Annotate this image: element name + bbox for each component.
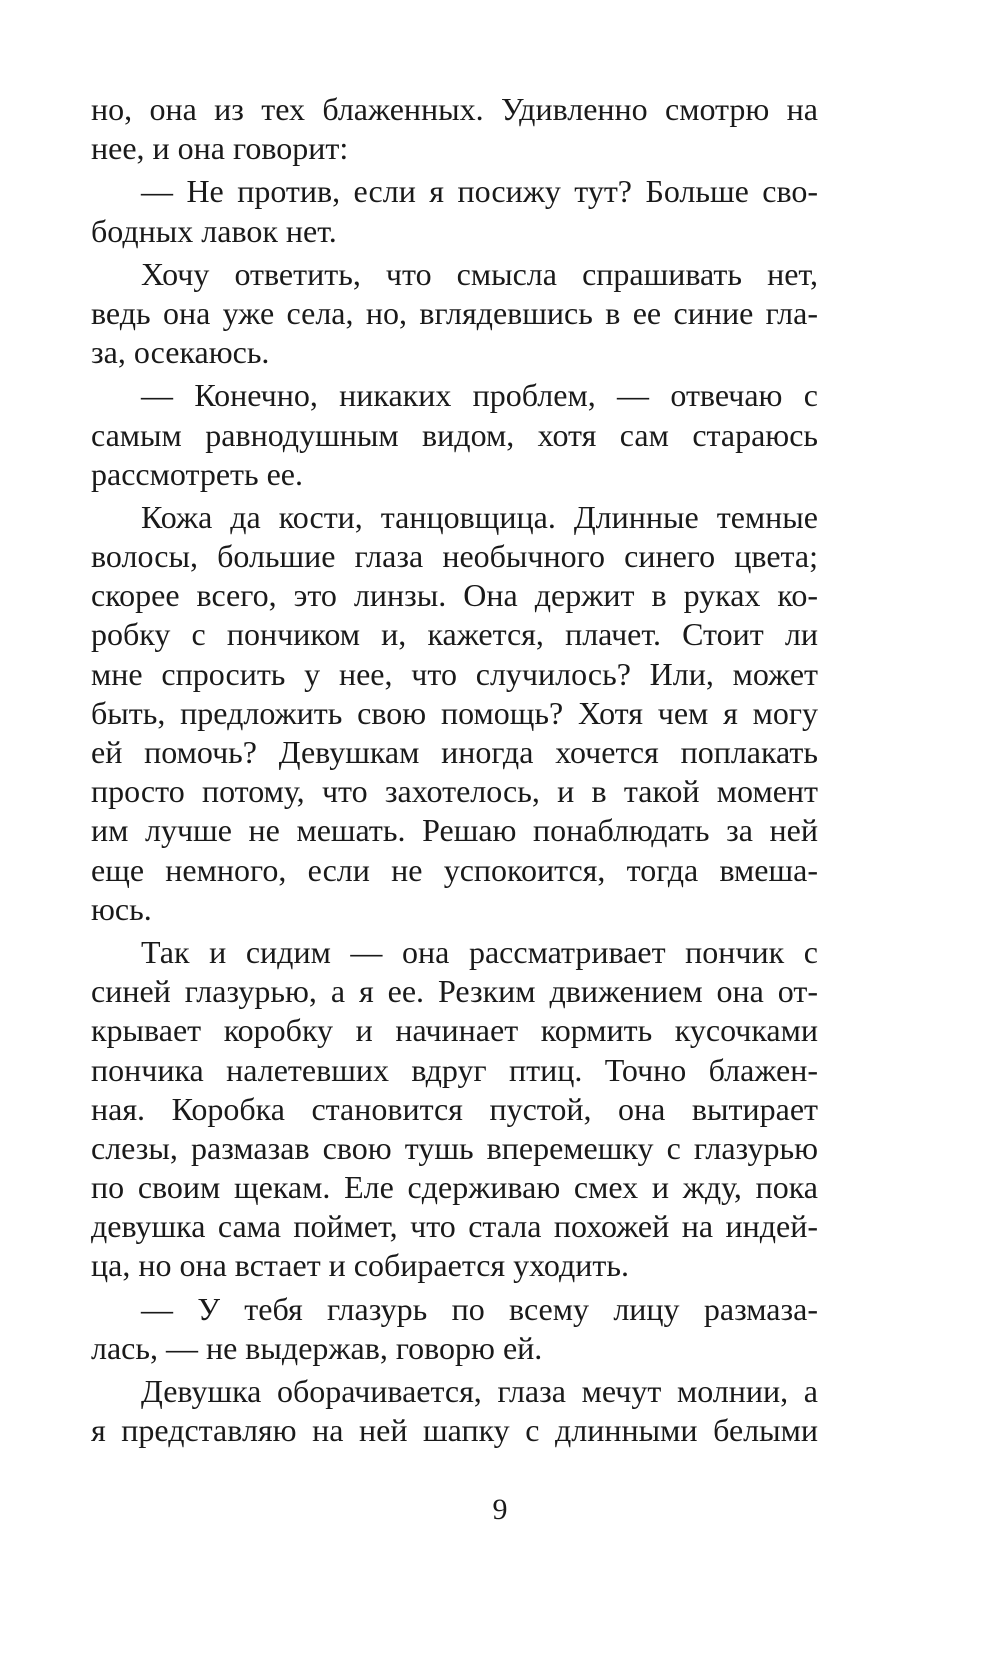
text-line: ца, но она встает и собирается уходить. [91,1247,629,1284]
text-line: ей помочь? Девушкам иногда хочется поплакать [91,734,818,770]
text-line: Хочу ответить, что смысла спрашивать нет, [141,255,818,292]
text-line: крывает коробку и начинает кормить кусочками [91,1012,818,1049]
text-line: робку с пончиком и, кажется, плачет. Стоит ли [91,616,818,653]
text-line: слезы, размазав свою тушь вперемешку с глазурью [91,1129,818,1166]
text-line: по своим щекам. Еле сдерживаю смех и жду, пока [91,1169,818,1206]
text-line: девушка сама поймет, что стала похожей на индей- [91,1208,818,1245]
text-line: но, она из тех блаженных. Удивленно смотрю на [91,91,818,127]
paragraph [91,933,818,1286]
text-line: самым равнодушным видом, хотя сам стараюсь [91,416,818,453]
text-line: Девушка оборачивается, глаза мечут молнии, а [141,1373,818,1409]
text-line: ведь она уже села, но, вглядевшись в ее синие гла- [91,294,818,331]
paragraph [91,376,818,494]
paragraph [91,255,818,373]
text-line: рассмотреть ее. [91,455,303,492]
text-line: я представляю на ней шапку с длинными белыми [91,1412,818,1449]
paragraph [91,1372,818,1450]
paragraph [91,90,818,168]
text-line: Так и сидим — она рассматривает пончик с [141,933,818,970]
text-line: пончика налетевших вдруг птиц. Точно блажен- [91,1051,818,1088]
text-line: бодных лавок нет. [91,212,337,249]
text-line: Кожа да кости, танцовщица. Длинные темные [141,498,818,535]
text-line: — У тебя глазурь по всему лицу размаза- [141,1290,818,1327]
text-line: нее, и она говорит: [91,130,349,167]
text-line: за, осекаюсь. [91,334,270,371]
text-line: мне спросить у нее, что случилось? Или, может [91,655,818,692]
text-line: просто потому, что захотелось, и в такой момент [91,773,818,810]
text-line: — Конечно, никаких проблем, — отвечаю с [141,377,818,414]
text-line: юсь. [91,890,152,927]
text-line: волосы, большие глаза необычного синего цвета; [91,538,818,575]
paragraph [91,172,818,250]
text-line: ная. Коробка становится пустой, она вытирает [91,1090,818,1127]
text-line: синей глазурью, а я ее. Резким движением она от- [91,973,818,1010]
text-line: скорее всего, это линзы. Она держит в руках ко- [91,577,818,614]
paragraph [91,498,818,929]
text-line: им лучше не мешать. Решаю понаблюдать за ней [91,812,818,849]
paragraph [91,1290,818,1368]
body-text [91,90,818,1454]
text-line: лась, — не выдержав, говорю ей. [91,1329,543,1366]
text-line: еще немного, если не успокоится, тогда вмеша- [91,851,818,888]
text-line: — Не против, если я посижу тут? Больше сво- [141,173,818,210]
text-line: быть, предложить свою помощь? Хотя чем я могу [91,694,818,731]
page-number: 9 [492,1493,508,1526]
